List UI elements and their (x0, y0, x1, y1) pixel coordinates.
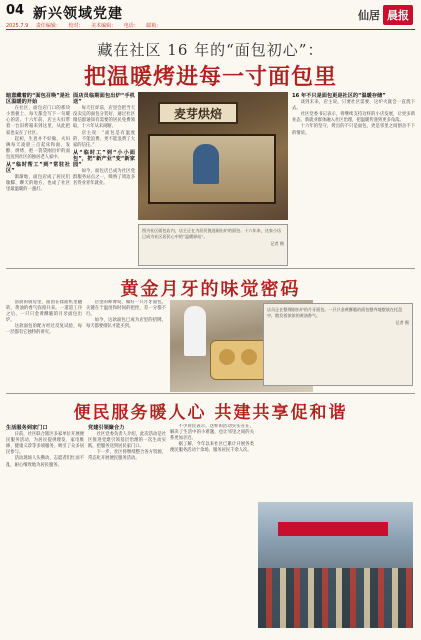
article1-paragraph: 社区党委书记表示，将继续支持这样的小店发展，让更多新业态、新就业群体融入社区治理，把温暖传递到更多角落。 (292, 112, 415, 124)
caption-credit: 记者 摄 (270, 241, 284, 247)
article2-paragraph: 清晨的厨房里，面团在揉面机里翻转，黄油的香气弥漫开来。一道道工序之后，一只只金黄酥脆的月牙面包出炉。 (6, 300, 82, 324)
article1-caption (138, 224, 288, 266)
article1-column-1 (6, 92, 70, 266)
article1-headline: 把温暖烤进每一寸面包里 (83, 64, 337, 90)
proofreader-label: 校对： (68, 23, 84, 29)
article1-paragraph: 起初，生意并不好做，夫妇俩每天凌晨三点起床和面、发酵、烘烤，把一袋袋刚出炉的面包送到社区的独居老人家中。 (6, 136, 70, 160)
article1-paragraph: 店主说：“面包是有温度的，不能浪费，更不能浪费了大家的信任。” (73, 130, 135, 148)
logo-mark: 晨报 (383, 5, 413, 25)
article2-column-2 (86, 300, 166, 390)
article1-paragraph: 十六年的坚守，烤出的不只是面包，更是邻里之间割舍不下的情谊。 (292, 124, 415, 136)
newspaper-logo (358, 4, 413, 26)
article1-column-4 (292, 92, 415, 266)
article3-subhead: 生活服务到家门口 (6, 425, 48, 431)
article3-headline: 便民服务暖人心 共建共享促和谐 (73, 403, 348, 423)
caption-text: 图为社区面包店内，店主正在为居民挑选刚出炉的面包。十六年来，这家小店已成为社区居民心中的“温暖驿站”。 (142, 228, 282, 239)
header-info (6, 22, 167, 29)
article3-paragraph: 据了解，今年以来社区已累计开展各类便民服务活动十余场，服务居民千余人次。 (170, 442, 254, 454)
article3-subhead: 党建引领聚合力 (88, 425, 125, 431)
article1-paragraph: 每天打烊前，店里会把当天没卖完的面包分装好，通过社区微信群通知有需要的居民免费领取，十六年从未间断。 (73, 106, 135, 130)
article1-subhead: 从“临时工”到“小小面包”，把“新产业”变“新家园” (73, 149, 135, 169)
page-number: 04 (6, 3, 25, 18)
article3-column-3 (170, 424, 254, 630)
section-title: 新兴领域党建 (33, 6, 123, 22)
bakery-photo (138, 92, 288, 220)
shopkeeper-figure (193, 144, 219, 184)
article2-caption (263, 303, 413, 386)
article2-column-1 (6, 300, 82, 390)
article3-paragraph: 下一步，社区将继续整合各方资源，常态化开展便民服务活动。 (88, 450, 166, 462)
article2-paragraph: 这款面包的配方经过反复试验，每一层都有它独特的讲究。 (6, 324, 82, 336)
caption-credit: 记者 摄 (395, 320, 409, 326)
article3-paragraph: 不少居民表示，这样的活动实实在在，解决了生活中的小难题，也让邻里之间的关系更加亲近。 (170, 424, 254, 442)
email-label: 邮箱： (146, 23, 162, 29)
community-event-photo (258, 502, 413, 628)
article3-paragraph: 社区党委负责人介绍，此次活动是社区推进党建引领基层治理的一次生动实践，把服务送到居民家门口。 (88, 432, 166, 450)
article1-subhead: 暗意藏着的“面包召唤”是社区温暖的开始 (6, 93, 70, 106)
article1-kicker: 藏在社区 16 年的“面包初心”： (97, 41, 324, 59)
designer-label: 美术编辑： (91, 23, 117, 29)
phone-label: 电话： (123, 23, 139, 29)
article3-paragraph: 日前，社区联合辖区多家单位开展便民服务活动，为居民提供理发、家电维修、健康义诊等多项服务，吸引了众多居民参与。 (6, 432, 84, 456)
baker-figure (184, 306, 206, 356)
article2-headline: 黄金月牙的味觉密码 (120, 279, 301, 300)
section-divider (6, 393, 415, 394)
editor-label: 责任编辑： (35, 23, 61, 29)
article1-paragraph: 如今，面包店已成为社区党群服务站点之一，吸纳了周边多名待业青年就业。 (73, 169, 135, 187)
article1-paragraph: 渐渐地，面包店成了居民们歇脚、聊天的地方，也成了社区里最温暖的一盏灯。 (6, 175, 70, 193)
article3-column-1 (6, 424, 84, 630)
event-banner (278, 522, 388, 536)
logo-text: 仙居 (358, 9, 380, 22)
bakery-sign: 麦芽烘焙 (158, 102, 238, 124)
caption-text: 店员正在整理刚出炉的月牙面包。一只只金黄酥脆的面包整齐地摆放在托盘中，散发着浓浓的黄油香气。 (267, 307, 403, 318)
article2-paragraph: 如今，这款面包已成为店里的招牌，每天都要排队才能买到。 (86, 318, 166, 330)
section-divider (6, 268, 415, 269)
article3-column-2 (88, 424, 166, 630)
article1-column-2 (73, 92, 135, 266)
article3-paragraph: 活动现场人头攒动，志愿者们忙而不乱，耐心细致地为居民服务。 (6, 456, 84, 468)
issue-date: 2025.7.9 (6, 23, 29, 29)
article1-paragraph: 在社区，面包店门口的那块小黑板上，每天都会写下一句暖心的话。十六年前，店主夫妇带着一台旧烤箱来到这里，从此把家也安在了社区。 (6, 106, 70, 136)
article1-paragraph: 谈到未来，店主说，只要社区需要，这炉火就会一直烧下去。 (292, 100, 415, 112)
article1-subhead: 16 年不只是面包更是社区的“温暖存储” (292, 93, 386, 99)
header-rule (6, 29, 415, 30)
article2-paragraph: 店里的师傅说，做好一只月牙面包，关键在于温度和时间的把控，差一分都不行。 (86, 300, 166, 318)
article1-subhead: 面店员临期面包出炉“手机送” (73, 93, 135, 106)
crowd (258, 568, 413, 628)
article1-subhead: 从“临时帮工”到“常驻社区” (6, 162, 70, 175)
